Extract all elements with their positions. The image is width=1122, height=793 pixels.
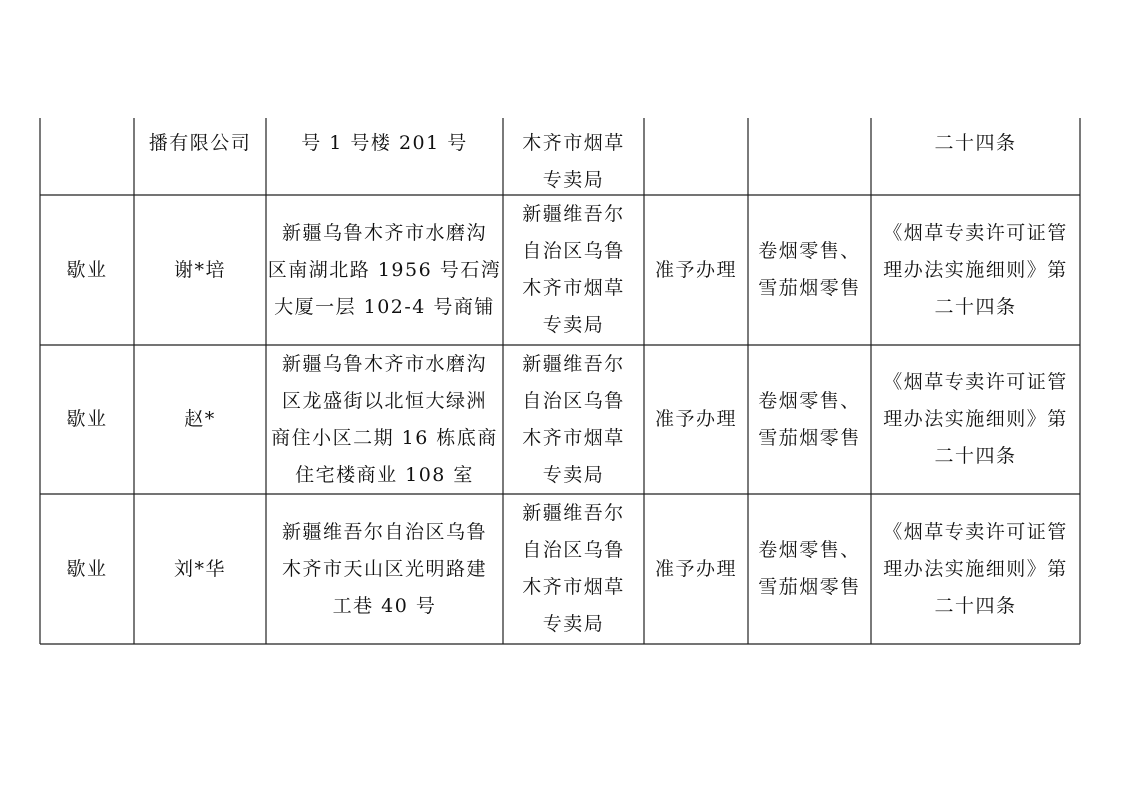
cell-text-line: 理办法实施细则》第: [883, 557, 1068, 580]
cell-category: [40, 125, 134, 195]
cell-category: [40, 494, 134, 644]
cell-text-line: 歇业: [66, 258, 108, 281]
cell-name: [134, 345, 266, 494]
cell-text-line: 商住小区二期 16 栋底商: [271, 426, 498, 449]
cell-authority: [503, 345, 644, 494]
cell-name: [134, 125, 266, 195]
cell-text-line: 二十四条: [934, 594, 1017, 617]
cell-text-line: 《烟草专卖许可证管: [883, 371, 1068, 393]
cell-text-line: 木齐市烟草: [522, 426, 625, 449]
cell-category: [40, 195, 134, 345]
cell-category: [40, 345, 134, 494]
cell-basis: [871, 195, 1080, 345]
cell-authority: [503, 195, 644, 345]
cell-scope: [748, 345, 871, 494]
cell-text-line: 工巷 40 号: [332, 594, 437, 617]
cell-text-line: 歇业: [66, 557, 108, 580]
cell-text-line: 木齐市烟草: [522, 277, 625, 299]
cell-text-line: 卷烟零售、: [758, 539, 861, 561]
cell-scope: [748, 195, 871, 345]
cell-text-line: 新疆乌鲁木齐市水磨沟: [281, 221, 487, 244]
cell-decision: [644, 345, 748, 494]
cell-text-line: 木齐市烟草: [522, 132, 625, 154]
cell-text-line: 住宅楼商业 108 室: [295, 463, 474, 486]
cell-text-line: 卷烟零售、: [758, 389, 861, 412]
cell-decision: [644, 125, 748, 195]
cell-text-line: 号 1 号楼 201 号: [301, 132, 468, 154]
cell-decision: [644, 195, 748, 345]
cell-text-line: 专卖局: [542, 613, 605, 635]
cell-text-line: 区龙盛街以北恒大绿洲: [281, 389, 487, 412]
cell-text-line: 新疆维吾尔: [522, 352, 625, 375]
cell-text-line: 赵*: [184, 408, 216, 430]
cell-text-line: 理办法实施细则》第: [883, 408, 1068, 430]
cell-text-line: 二十四条: [934, 132, 1017, 154]
cell-authority: [503, 125, 644, 195]
cell-basis: [871, 125, 1080, 195]
cell-address: [266, 494, 503, 644]
cell-address: [266, 125, 503, 195]
cell-scope: [748, 494, 871, 644]
cell-text-line: 专卖局: [542, 314, 605, 336]
cell-address: [266, 345, 503, 494]
cell-text-line: 新疆维吾尔: [522, 502, 625, 524]
cell-text-line: 新疆乌鲁木齐市水磨沟: [281, 352, 487, 375]
cell-text-line: 自治区乌鲁: [522, 539, 625, 561]
cell-text-line: 理办法实施细则》第: [883, 258, 1068, 281]
cell-name: [134, 494, 266, 644]
cell-text-line: 自治区乌鲁: [522, 240, 625, 262]
cell-text-line: 新疆维吾尔: [522, 203, 625, 225]
cell-text-line: 木齐市烟草: [522, 576, 625, 598]
cell-address: [266, 195, 503, 345]
cell-text-line: 专卖局: [542, 169, 605, 191]
cell-text-line: 木齐市天山区光明路建: [281, 557, 487, 580]
cell-text-line: 自治区乌鲁: [522, 389, 625, 412]
cell-text-line: 新疆维吾尔自治区乌鲁: [281, 520, 487, 543]
cell-text-line: 二十四条: [934, 445, 1017, 467]
cell-text-line: 大厦一层 102-4 号商铺: [274, 295, 495, 318]
cell-name: [134, 195, 266, 345]
cell-text-line: 准予办理: [654, 258, 737, 281]
cell-decision: [644, 494, 748, 644]
cell-text-line: 雪茄烟零售: [758, 277, 861, 299]
cell-text-line: 雪茄烟零售: [758, 426, 861, 449]
cell-text-line: 谢*培: [173, 258, 226, 281]
cell-text-line: 二十四条: [934, 295, 1017, 318]
cell-text-line: 雪茄烟零售: [758, 576, 861, 598]
cell-text-line: 专卖局: [542, 463, 605, 486]
cell-text-line: 《烟草专卖许可证管: [883, 520, 1068, 543]
cell-scope: [748, 125, 871, 195]
cell-text-line: 刘*华: [173, 557, 226, 580]
cell-basis: [871, 494, 1080, 644]
cell-authority: [503, 494, 644, 644]
cell-text-line: 区南湖北路 1956 号石湾: [267, 258, 502, 281]
cell-text-line: 播有限公司: [148, 132, 252, 154]
cell-text-line: 卷烟零售、: [758, 240, 861, 262]
cell-text-line: 准予办理: [654, 557, 737, 580]
cell-text-line: 歇业: [66, 408, 108, 430]
cell-text-line: 准予办理: [654, 408, 737, 430]
cell-basis: [871, 345, 1080, 494]
cell-text-line: 《烟草专卖许可证管: [883, 221, 1068, 244]
